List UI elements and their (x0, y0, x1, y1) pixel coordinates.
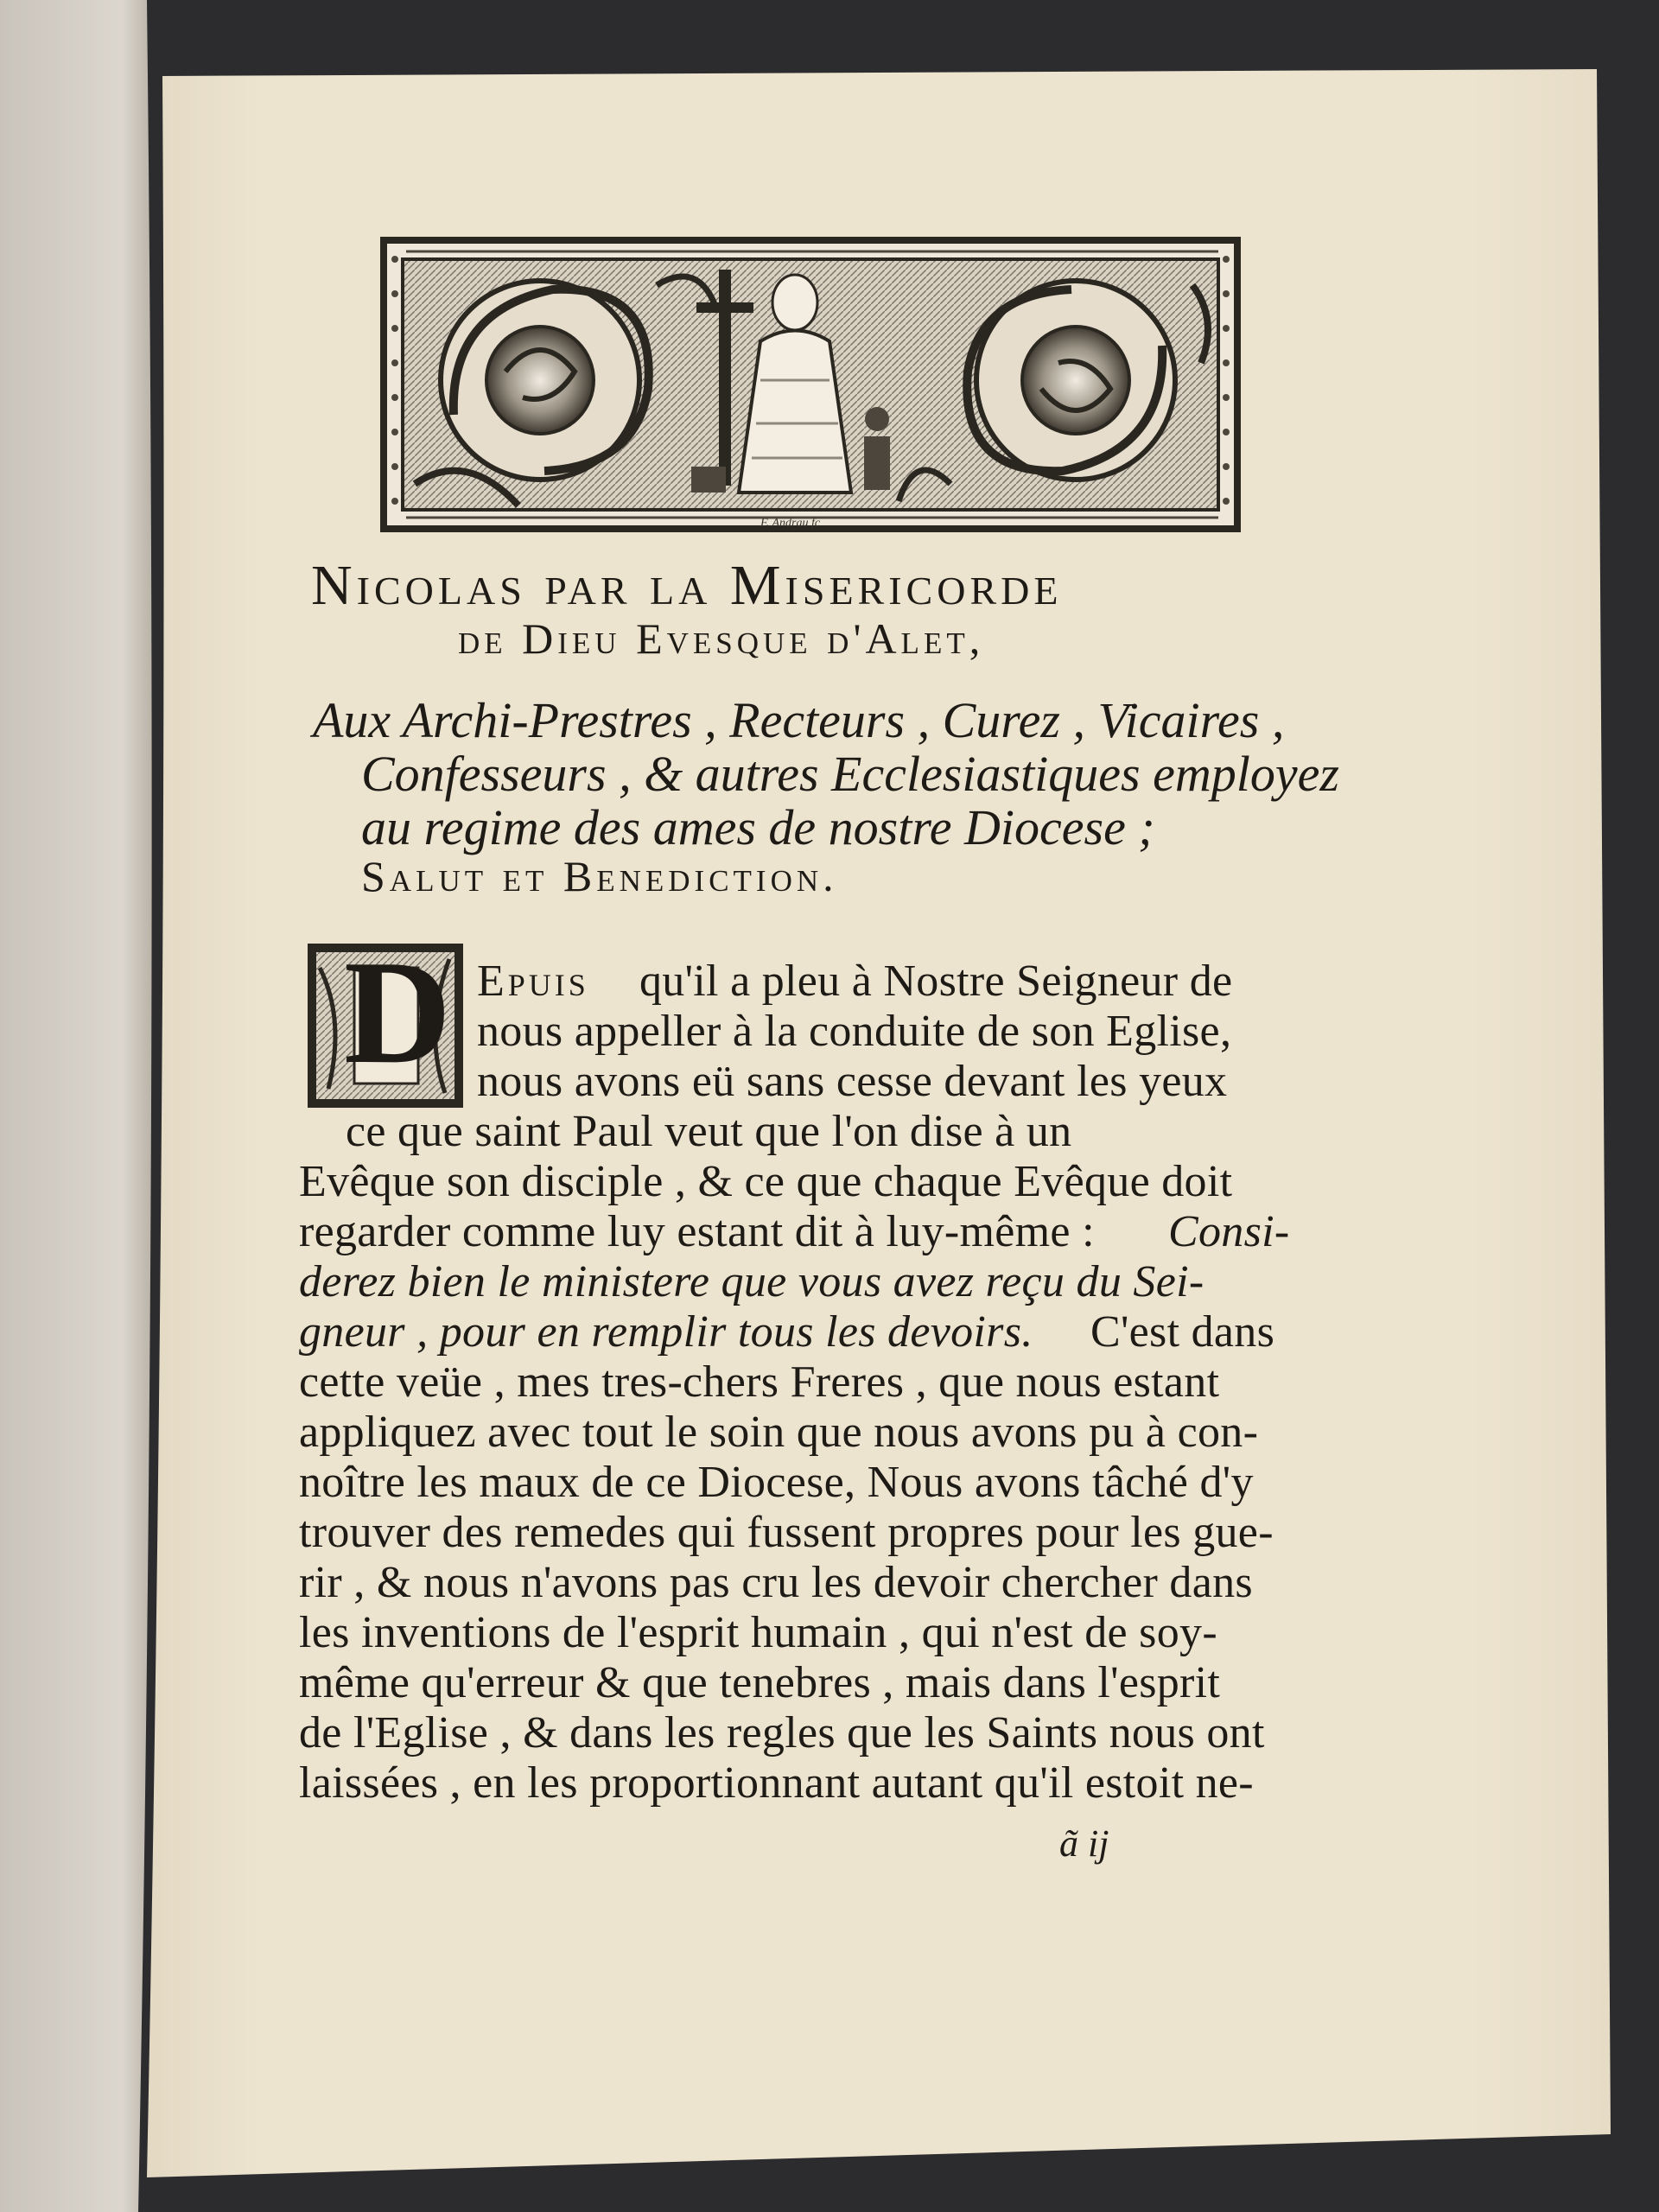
left-page (0, 0, 152, 2212)
body-line-10: appliquez avec tout le soin que nous avons pu à con- (299, 1408, 1259, 1457)
body-line-14: les inventions de l'esprit humain , qui n'est de soy- (299, 1608, 1217, 1657)
title-line-2: de Dieu Evesque d'Alet, (458, 614, 985, 663)
address-line-1: Aux Archi-Prestres , Recteurs , Curez , Vicaires , (313, 692, 1285, 748)
body-line-8-italic: gneur , pour en remplir tous les devoirs. (299, 1307, 1033, 1357)
address-line-3: au regime des ames de nostre Diocese ; (361, 799, 1155, 855)
body-line-3: nous avons eü sans cesse devant les yeux (477, 1057, 1228, 1106)
body-line-9: cette veüe , mes tres-chers Freres , que nous estant (299, 1357, 1220, 1407)
body-line-6-italic: Consi- (1168, 1207, 1290, 1256)
salutation: Salut et Benediction. (361, 852, 838, 900)
body-line-2: nous appeller à la conduite de son Eglise, (477, 1007, 1232, 1056)
drop-cap-letter: D (344, 931, 452, 1095)
body-line-1: qu'il a pleu à Nostre Seigneur de (639, 957, 1233, 1006)
body-line-6: regarder comme luy estant dit à luy-même : (299, 1207, 1095, 1256)
engraved-banner (380, 237, 1241, 532)
body-line-8: C'est dans (1090, 1307, 1275, 1357)
body-line-13: rir , & nous n'avons pas cru les devoir chercher dans (299, 1558, 1253, 1607)
body-line-16: de l'Eglise , & dans les regles que les Saints nous ont (299, 1708, 1265, 1758)
body-line-4: ce que saint Paul veut que l'on dise à un (346, 1107, 1072, 1156)
engraver-credit: F. Andrau fc (760, 517, 821, 530)
body-line-12: trouver des remedes qui fussent propres pour les gue- (299, 1508, 1274, 1557)
address-line-2: Confesseurs , & autres Ecclesiastiques employez (361, 746, 1339, 802)
body-line-5: Evêque son disciple , & ce que chaque Evêque doit (299, 1157, 1233, 1206)
body-first-word: Epuis (477, 957, 589, 1006)
body-line-17: laissées , en les proportionnant autant qu'il estoit ne- (299, 1758, 1254, 1808)
body-line-15: même qu'erreur & que tenebres , mais dans l'esprit (299, 1658, 1221, 1707)
signature-mark: ã ij (1059, 1822, 1109, 1865)
body-line-11: noître les maux de ce Diocese, Nous avons tâché d'y (299, 1458, 1254, 1507)
title-line-1: Nicolas par la Misericorde (311, 554, 1063, 617)
body-line-7: derez bien le ministere que vous avez reçu du Sei- (299, 1257, 1205, 1306)
